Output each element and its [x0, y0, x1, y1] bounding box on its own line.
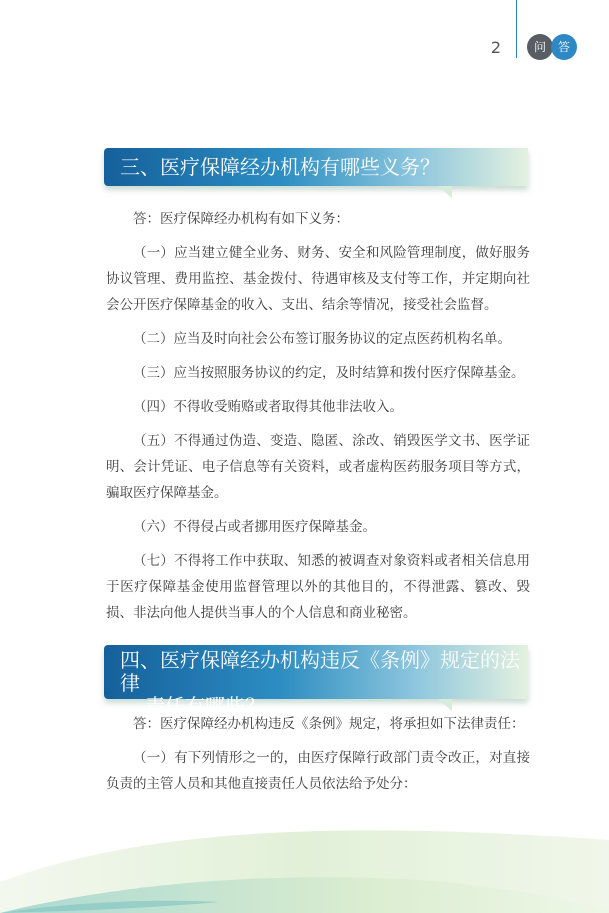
answer-badge: 答	[551, 34, 577, 60]
paragraph: 答：医疗保障经办机构违反《条例》规定，将承担如下法律责任：	[133, 716, 525, 732]
paragraph: （四）不得收受贿赂或者取得其他非法收入。	[133, 399, 403, 415]
page-number: 2	[490, 38, 502, 57]
section-3-content	[106, 206, 530, 634]
paragraph: （七）不得将工作中获取、知悉的被调查对象资料或者相关信息用于医疗保障基金使用监督管理以外的其他目的，不得泄露、篡改、毁损、非法向他人提供当事人的个人信息和商业秘密。	[106, 553, 530, 621]
section-4-title-line-2: 责任有哪些？	[145, 694, 265, 718]
paragraph: （六）不得侵占或者挪用医疗保障基金。	[133, 519, 376, 535]
section-4-title-line-1: 四、医疗保障经办机构违反《条例》规定的法律	[120, 648, 520, 695]
paragraph: （五）不得通过伪造、变造、隐匿、涂改、销毁医学文书、医学证明、会计凭证、电子信息等有关资料，或者虚构医药服务项目等方式，骗取医疗保障基金。	[106, 433, 530, 501]
question-badge: 问	[527, 34, 553, 60]
decorative-wave-footer	[0, 800, 609, 913]
section-4-title	[104, 645, 528, 718]
paragraph: （一）有下列情形之一的，由医疗保障行政部门责令改正，对直接负责的主管人员和其他直接责任人员依法给予处分：	[106, 750, 530, 792]
paragraph: （二）应当及时向社会公布签订服务协议的定点医药机构名单。	[133, 331, 511, 347]
paragraph: （三）应当按照服务协议的约定，及时结算和拨付医疗保障基金。	[133, 365, 525, 381]
header-divider-line	[516, 0, 517, 58]
section-4-content	[106, 711, 530, 805]
paragraph: 答：医疗保障经办机构有如下义务：	[133, 211, 349, 227]
paragraph: （一）应当建立健全业务、财务、安全和风险管理制度，做好服务协议管理、费用监控、基金拨付、待遇审核及支付等工作，并定期向社会公开医疗保障基金的收入、支出、结余等情况，接受社会监督。	[106, 245, 530, 313]
qa-badge	[527, 34, 577, 60]
section-3-title: 三、医疗保障经办机构有哪些义务？	[104, 148, 528, 186]
